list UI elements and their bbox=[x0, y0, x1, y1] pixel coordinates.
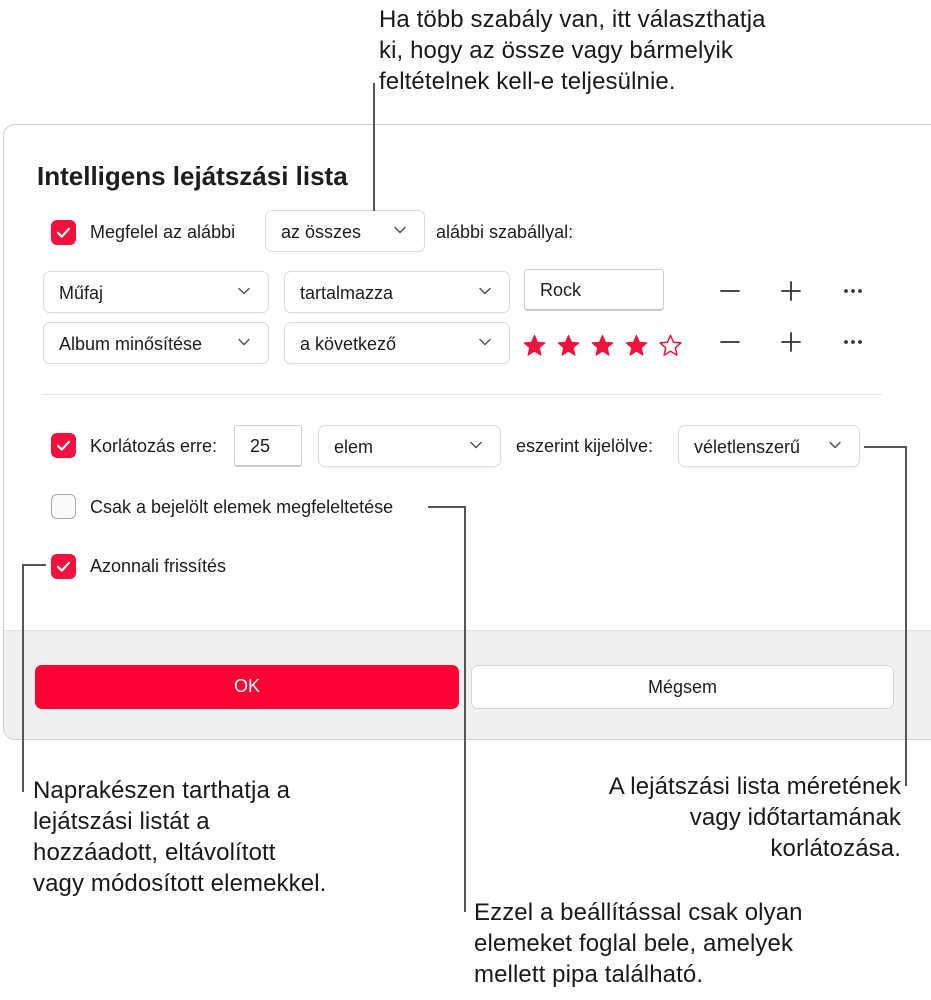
match-label: Megfelel az alábbi bbox=[90, 222, 236, 242]
section-divider bbox=[42, 394, 882, 395]
chevron-down-icon bbox=[238, 287, 250, 295]
match-select-value: az összes bbox=[281, 222, 362, 242]
limit-amount-field[interactable] bbox=[234, 425, 302, 467]
plus-icon[interactable] bbox=[777, 277, 805, 305]
limit-amount-text: 25 bbox=[250, 436, 271, 456]
leader-line-left bbox=[22, 564, 24, 792]
callout-line: vagy módosított elemekkel. bbox=[33, 870, 327, 897]
checkmark-icon bbox=[51, 433, 76, 458]
rule-operator-select[interactable] bbox=[284, 322, 510, 364]
callout-bottom bbox=[474, 897, 803, 990]
leader-line-left-tick bbox=[22, 564, 46, 566]
cancel-button[interactable]: Mégsem bbox=[471, 665, 894, 709]
chevron-down-icon bbox=[470, 441, 482, 449]
leader-line-top bbox=[373, 83, 375, 211]
callout-top bbox=[379, 4, 766, 97]
leader-line-bottom bbox=[464, 506, 466, 912]
match-select[interactable] bbox=[265, 210, 425, 252]
more-icon[interactable] bbox=[839, 277, 867, 305]
callout-line: ki, hogy az össze vagy bármelyik bbox=[379, 37, 734, 64]
callout-line: hozzáadott, eltávolított bbox=[33, 839, 276, 866]
callout-line: Ezzel a beállítással csak olyan bbox=[474, 899, 803, 926]
callout-line: vagy időtartamának bbox=[689, 804, 901, 831]
live-update-checkbox[interactable] bbox=[51, 554, 76, 579]
callout-line: korlátozása. bbox=[770, 835, 901, 862]
live-update-label: Azonnali frissítés bbox=[90, 556, 227, 576]
star-filled-icon[interactable] bbox=[624, 333, 649, 358]
star-filled-icon[interactable] bbox=[556, 333, 581, 358]
star-filled-icon[interactable] bbox=[590, 333, 615, 358]
minus-icon[interactable] bbox=[716, 277, 744, 305]
callout-line: mellett pipa található. bbox=[474, 961, 704, 988]
rule-operator-value: a következő bbox=[300, 334, 397, 354]
rule-field-select[interactable] bbox=[43, 271, 269, 313]
match-checkbox[interactable] bbox=[51, 220, 76, 245]
callout-line: A lejátszási lista méretének bbox=[608, 773, 901, 800]
star-filled-icon[interactable] bbox=[522, 333, 547, 358]
callout-right bbox=[609, 771, 901, 864]
checked-only-label: Csak a bejelölt elemek megfeleltetése bbox=[90, 497, 394, 517]
limit-unit-value: elem bbox=[334, 437, 374, 457]
callout-line: Naprakészen tarthatja a bbox=[33, 777, 291, 804]
minus-icon[interactable] bbox=[716, 328, 744, 356]
chevron-down-icon bbox=[479, 287, 491, 295]
checkmark-icon bbox=[51, 220, 76, 245]
callout-line: lejátszási listát a bbox=[33, 808, 210, 835]
chevron-down-icon bbox=[479, 338, 491, 346]
checked-only-checkbox[interactable] bbox=[51, 494, 76, 519]
callout-left bbox=[33, 775, 326, 899]
rule-operator-select[interactable] bbox=[284, 271, 510, 313]
match-suffix: alábbi szabállyal: bbox=[436, 222, 574, 242]
ok-button[interactable]: OK bbox=[35, 665, 459, 709]
limit-label: Korlátozás erre: bbox=[90, 436, 218, 456]
plus-icon[interactable] bbox=[777, 328, 805, 356]
star-outline-icon[interactable] bbox=[658, 333, 683, 358]
leader-line-right bbox=[905, 446, 907, 786]
rule-value-field[interactable] bbox=[524, 269, 664, 311]
rating-stars[interactable] bbox=[522, 333, 683, 358]
rule-field-value: Műfaj bbox=[59, 283, 104, 303]
selected-by-value: véletlenszerű bbox=[694, 437, 801, 457]
more-icon[interactable] bbox=[839, 328, 867, 356]
dialog-title: Intelligens lejátszási lista bbox=[37, 161, 348, 191]
rule-field-value: Album minősítése bbox=[59, 334, 203, 354]
smart-playlist-dialog bbox=[3, 124, 931, 740]
selected-by-select[interactable] bbox=[678, 425, 860, 467]
rule-field-select[interactable] bbox=[43, 322, 269, 364]
chevron-down-icon bbox=[394, 226, 406, 234]
callout-line: Ha több szabály van, itt választhatja bbox=[379, 6, 766, 33]
leader-line-right-tick bbox=[864, 446, 907, 448]
callout-line: elemeket foglal bele, amelyek bbox=[474, 930, 794, 957]
chevron-down-icon bbox=[238, 338, 250, 346]
callout-line: feltételnek kell-e teljesülnie. bbox=[379, 68, 676, 95]
checkmark-icon bbox=[51, 554, 76, 579]
rule-operator-value: tartalmazza bbox=[300, 283, 394, 303]
selected-by-label: eszerint kijelölve: bbox=[516, 436, 654, 456]
limit-unit-select[interactable] bbox=[318, 425, 501, 467]
leader-line-bottom-tick bbox=[428, 506, 466, 508]
chevron-down-icon bbox=[829, 441, 841, 449]
rule-value-text: Rock bbox=[540, 280, 582, 300]
limit-checkbox[interactable] bbox=[51, 433, 76, 458]
